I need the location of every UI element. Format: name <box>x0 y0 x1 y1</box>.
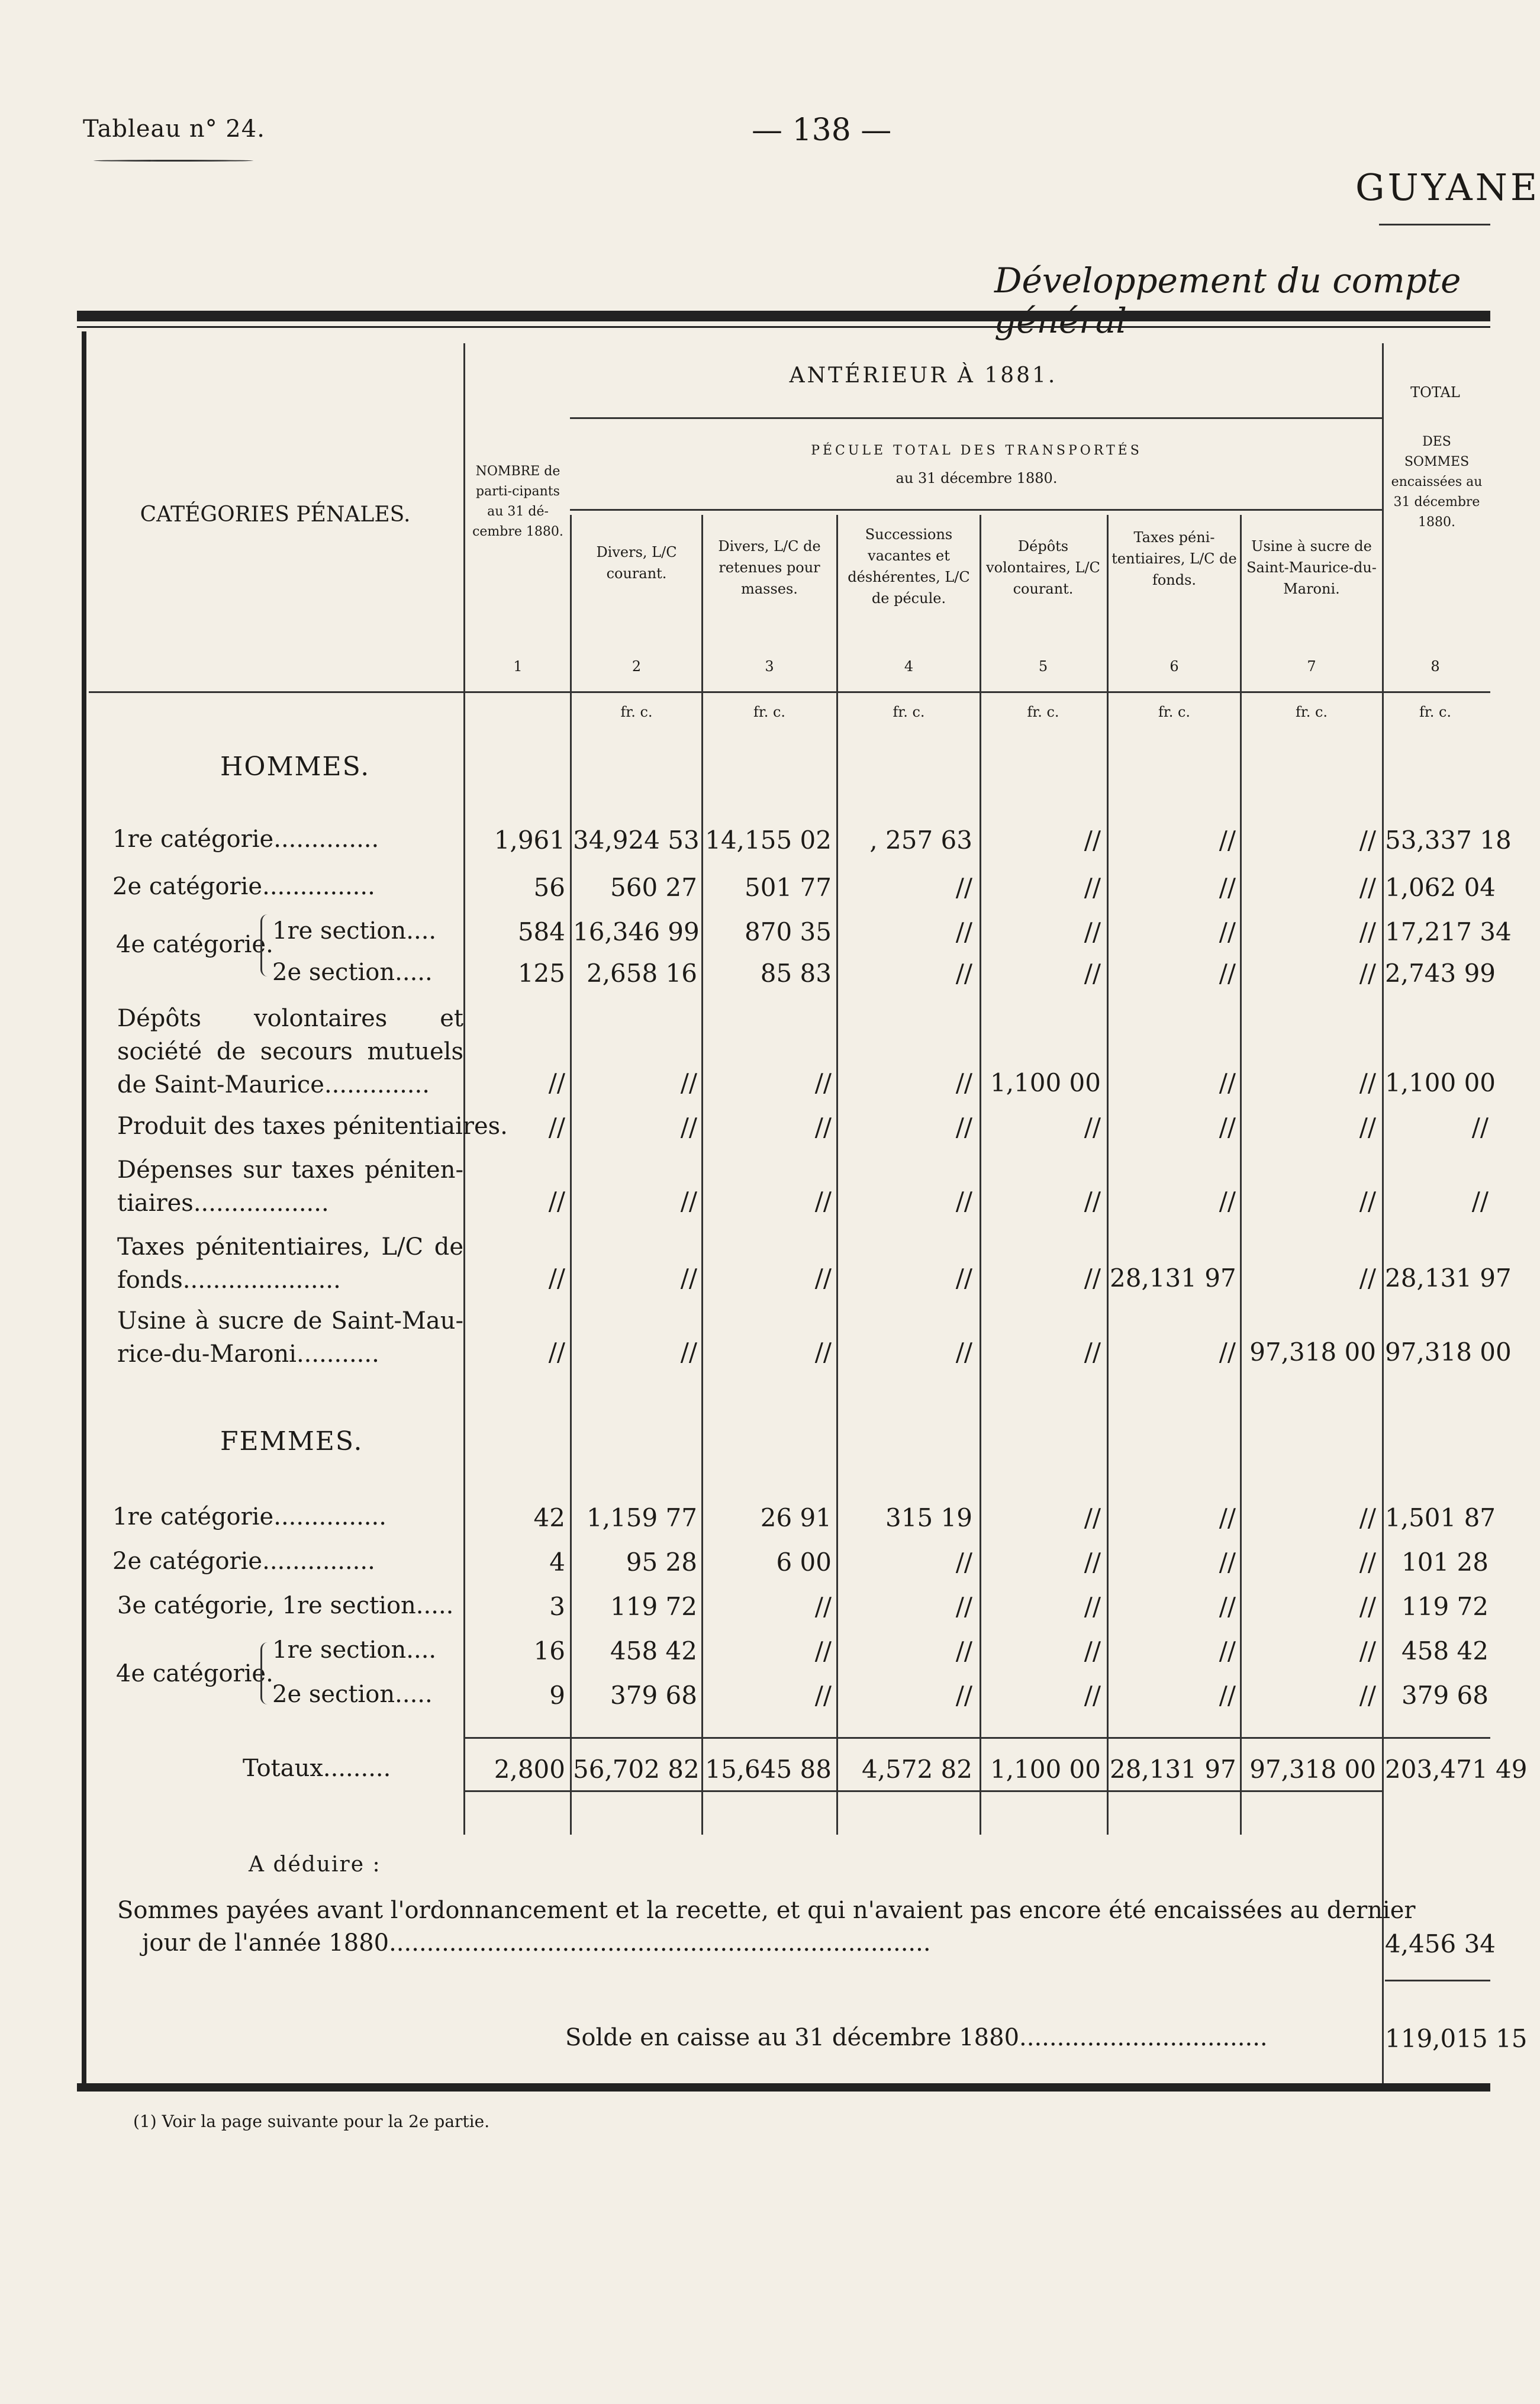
table-cell: 458 42 <box>610 1636 697 1665</box>
totals-label: Totaux......... <box>243 1755 391 1782</box>
row-label: 1re section.... <box>272 1636 437 1664</box>
table-cell: 16 <box>533 1636 565 1665</box>
row-label: Usine à sucre de Saint-Mau-rice-du-Maroni........... <box>117 1307 463 1368</box>
table-cell: // <box>1359 1187 1376 1216</box>
colony-title: GUYANE <box>1355 166 1540 209</box>
table-cell: // <box>1084 1681 1101 1710</box>
table-cell: 4 <box>549 1548 565 1577</box>
deduction-rule <box>1385 1980 1490 1981</box>
col-number: 2 <box>632 658 642 675</box>
table-cell: // <box>680 1338 697 1367</box>
table-left-border <box>82 331 86 2089</box>
table-cell: 119 72 <box>610 1592 697 1621</box>
unit-label: fr. c. <box>620 704 653 720</box>
table-cell: 2,743 99 <box>1385 959 1496 988</box>
table-cell: 14,155 02 <box>705 826 832 855</box>
table-cell: 379 68 <box>1402 1681 1489 1710</box>
solde-label: Solde en caisse au 31 décembre 1880................................. <box>565 2024 1268 2051</box>
table-top-border-thin <box>77 326 1490 328</box>
table-cell: // <box>955 1264 972 1293</box>
table-cell: 6 00 <box>776 1548 832 1577</box>
table-cell: 101 28 <box>1402 1548 1489 1577</box>
header-rule <box>570 417 1382 419</box>
row-label: Produit des taxes pénitentiaires. <box>117 1113 508 1140</box>
totals-cell: 28,131 97 <box>1110 1755 1236 1784</box>
decorative-rule <box>94 160 253 162</box>
table-cell: 1,159 77 <box>586 1503 697 1532</box>
table-cell: 315 19 <box>885 1503 972 1532</box>
table-top-border <box>77 311 1490 321</box>
table-cell: // <box>955 1548 972 1577</box>
table-cell: // <box>955 1113 972 1142</box>
totals-cell: 2,800 <box>494 1755 565 1784</box>
section-femmes: FEMMES. <box>220 1426 363 1456</box>
table-cell: // <box>548 1113 565 1142</box>
table-cell: // <box>548 1187 565 1216</box>
section-hommes: HOMMES. <box>220 752 370 782</box>
table-cell: 9 <box>549 1681 565 1710</box>
header-total: TOTAL <box>1410 384 1460 401</box>
table-cell: 870 35 <box>745 917 832 946</box>
table-cell: // <box>1084 959 1101 988</box>
table-cell: // <box>955 917 972 946</box>
table-cell: 119 72 <box>1402 1592 1489 1621</box>
table-cell: // <box>1359 959 1376 988</box>
unit-label: fr. c. <box>1419 704 1452 720</box>
totals-cell: 1,100 00 <box>990 1755 1101 1784</box>
table-cell: // <box>1359 1068 1376 1097</box>
table-cell: // <box>1084 1592 1101 1621</box>
table-cell: // <box>814 1068 832 1097</box>
table-cell: // <box>1219 1503 1236 1532</box>
table-cell: // <box>814 1187 832 1216</box>
table-bottom-border <box>77 2083 1490 2092</box>
totals-cell: 203,471 49 <box>1385 1755 1528 1784</box>
table-cell: // <box>1359 1592 1376 1621</box>
table-cell: 97,318 00 <box>1385 1338 1512 1367</box>
table-cell: // <box>1359 1548 1376 1577</box>
table-cell: // <box>680 1068 697 1097</box>
col-divider <box>1240 515 1242 1835</box>
row-label: 2e section..... <box>272 1681 433 1708</box>
table-cell: 53,337 18 <box>1385 826 1512 855</box>
table-cell: // <box>814 1113 832 1142</box>
table-cell: // <box>814 1338 832 1367</box>
table-cell: // <box>1219 1592 1236 1621</box>
col-number: 3 <box>765 658 774 675</box>
table-cell: 3 <box>549 1592 565 1621</box>
table-cell: // <box>1084 826 1101 855</box>
table-cell: 501 77 <box>745 873 832 902</box>
header-categories: CATÉGORIES PÉNALES. <box>140 502 411 527</box>
table-cell: 125 <box>517 959 565 988</box>
table-cell: 42 <box>533 1503 565 1532</box>
table-cell: // <box>1471 1187 1489 1216</box>
table-cell: // <box>1359 826 1376 855</box>
deduire-value: 4,456 34 <box>1385 1929 1496 1958</box>
unit-label: fr. c. <box>1295 704 1328 720</box>
deduire-text-line1: Sommes payées avant l'ordonnancement et la recette, et qui n'avaient pas encore été encaissées au dernier <box>117 1897 1416 1924</box>
header-col2: Divers, L/C courant. <box>596 544 677 582</box>
table-cell: // <box>1219 826 1236 855</box>
header-col4: Successions vacantes et déshérentes, L/C de pécule. <box>848 526 970 607</box>
table-cell: // <box>548 1068 565 1097</box>
col-divider <box>570 515 572 1835</box>
table-cell: // <box>1471 1113 1489 1142</box>
table-cell: 16,346 99 <box>573 917 700 946</box>
cat4-label-hommes: 4e catégorie. <box>116 931 273 958</box>
header-anterieur: ANTÉRIEUR À 1881. <box>789 363 1058 388</box>
row-label: 2e catégorie............... <box>112 1548 375 1575</box>
header-col6: Taxes péni-tentiaires, L/C de fonds. <box>1111 529 1237 588</box>
table-cell: // <box>1359 1503 1376 1532</box>
table-cell: // <box>1219 1681 1236 1710</box>
deduire-text-line2: jour de l'année 1880........................................................................ <box>142 1929 931 1957</box>
totals-rule <box>463 1737 1490 1739</box>
table-cell: 1,961 <box>494 826 565 855</box>
row-label: 2e section..... <box>272 959 433 986</box>
table-cell: // <box>1219 1338 1236 1367</box>
header-col1: NOMBRE de parti-cipants au 31 dé-cembre 1880. <box>472 464 563 539</box>
table-cell: // <box>1359 1681 1376 1710</box>
totals-cell: 97,318 00 <box>1249 1755 1376 1784</box>
unit-label: fr. c. <box>893 704 925 720</box>
row-label: 1re section.... <box>272 917 437 945</box>
page-number: — 138 — <box>752 112 892 148</box>
totals-cell: 15,645 88 <box>705 1755 832 1784</box>
table-cell: // <box>548 1264 565 1293</box>
row-label: 1re catégorie............... <box>112 1503 386 1530</box>
table-cell: 95 28 <box>626 1548 697 1577</box>
footnote: (1) Voir la page suivante pour la 2e partie. <box>133 2112 490 2131</box>
header-pecule-date: au 31 décembre 1880. <box>895 470 1058 486</box>
row-label: 2e catégorie............... <box>112 873 375 900</box>
table-cell: // <box>1219 1113 1236 1142</box>
table-cell: // <box>1084 1338 1101 1367</box>
table-cell: // <box>814 1681 832 1710</box>
cat4-label-femmes: 4e catégorie. <box>116 1660 273 1687</box>
table-cell: // <box>1359 1636 1376 1665</box>
table-cell: 85 83 <box>760 959 832 988</box>
table-cell: , 257 63 <box>869 826 972 855</box>
totals-cell: 56,702 82 <box>573 1755 700 1784</box>
row-label: Dépenses sur taxes péniten-tiaires.................. <box>117 1156 463 1217</box>
table-cell: 26 91 <box>760 1503 832 1532</box>
table-cell: 34,924 53 <box>573 826 700 855</box>
table-cell: 584 <box>517 917 565 946</box>
table-cell: // <box>1084 1636 1101 1665</box>
table-cell: 28,131 97 <box>1385 1264 1512 1293</box>
table-cell: // <box>1084 1264 1101 1293</box>
row-label: 1re catégorie.............. <box>112 826 379 853</box>
table-cell: // <box>1084 873 1101 902</box>
table-cell: // <box>680 1264 697 1293</box>
table-cell: // <box>1359 873 1376 902</box>
col-divider <box>980 515 981 1835</box>
table-cell: // <box>1084 917 1101 946</box>
brace-icon <box>260 1642 269 1704</box>
header-total-sub: DES SOMMES encaissées au 31 décembre 1880. <box>1391 434 1483 530</box>
table-cell: 379 68 <box>610 1681 697 1710</box>
unit-label: fr. c. <box>753 704 786 720</box>
table-cell: // <box>1219 959 1236 988</box>
table-cell: // <box>548 1338 565 1367</box>
table-cell: // <box>814 1264 832 1293</box>
table-cell: // <box>1219 1068 1236 1097</box>
table-cell: // <box>955 1592 972 1621</box>
col-number: 7 <box>1307 658 1316 675</box>
deduire-title: A déduire : <box>249 1852 381 1877</box>
header-col7: Usine à sucre de Saint-Maurice-du-Maroni. <box>1246 538 1377 597</box>
table-cell: 2,658 16 <box>586 959 697 988</box>
col-divider <box>836 515 838 1835</box>
row-label: Taxes pénitentiaires, L/C de fonds..................... <box>117 1233 463 1294</box>
totals-bottom-rule <box>463 1790 1382 1792</box>
unit-label: fr. c. <box>1158 704 1191 720</box>
title-rule <box>1379 224 1490 225</box>
table-cell: // <box>1359 1264 1376 1293</box>
header-bottom-rule <box>89 691 1490 693</box>
col-number: 1 <box>513 658 523 675</box>
table-cell: // <box>1084 1548 1101 1577</box>
table-cell: // <box>955 1681 972 1710</box>
col-number: 5 <box>1038 658 1048 675</box>
table-cell: 1,100 00 <box>990 1068 1101 1097</box>
table-cell: // <box>1219 1187 1236 1216</box>
col-divider <box>1107 515 1109 1835</box>
table-cell: 560 27 <box>610 873 697 902</box>
table-cell: // <box>1084 1113 1101 1142</box>
header-rule <box>570 509 1382 511</box>
unit-label: fr. c. <box>1027 704 1059 720</box>
table-cell: // <box>955 873 972 902</box>
col-number: 8 <box>1431 658 1440 675</box>
table-cell: // <box>814 1592 832 1621</box>
header-pecule: PÉCULE TOTAL DES TRANSPORTÉS <box>811 443 1142 458</box>
page-subtitle: Développement du compte <box>994 260 1461 301</box>
table-cell: 56 <box>533 873 565 902</box>
table-cell: // <box>955 1068 972 1097</box>
table-cell: // <box>1084 1187 1101 1216</box>
table-cell: 1,501 87 <box>1385 1503 1496 1532</box>
col-divider <box>1382 343 1384 2083</box>
table-cell: 458 42 <box>1402 1636 1489 1665</box>
table-cell: 97,318 00 <box>1249 1338 1376 1367</box>
col-divider <box>701 515 703 1835</box>
table-cell: // <box>680 1187 697 1216</box>
header-col5: Dépôts volontaires, L/C courant. <box>986 538 1100 597</box>
table-cell: 1,062 04 <box>1385 873 1496 902</box>
table-cell: // <box>955 1636 972 1665</box>
table-cell: // <box>1219 1548 1236 1577</box>
col-divider <box>463 343 465 1835</box>
table-cell: // <box>680 1113 697 1142</box>
col-number: 6 <box>1170 658 1179 675</box>
table-reference: Tableau n° 24. <box>83 115 265 143</box>
table-cell: // <box>1359 917 1376 946</box>
table-cell: // <box>955 1338 972 1367</box>
table-cell: // <box>1359 1113 1376 1142</box>
table-cell: // <box>814 1636 832 1665</box>
brace-icon <box>260 914 269 977</box>
table-cell: // <box>955 1187 972 1216</box>
table-cell: 17,217 34 <box>1385 917 1512 946</box>
table-cell: // <box>1219 917 1236 946</box>
header-col3: Divers, L/C de retenues pour masses. <box>718 538 821 597</box>
col-number: 4 <box>904 658 914 675</box>
row-label: 3e catégorie, 1re section..... <box>117 1592 454 1619</box>
table-cell: 28,131 97 <box>1110 1264 1236 1293</box>
table-cell: // <box>1219 1636 1236 1665</box>
totals-cell: 4,572 82 <box>861 1755 972 1784</box>
row-label: Dépôts volontaires et société de secours mutuels de Saint-Maurice.............. <box>117 1005 463 1098</box>
table-cell: 1,100 00 <box>1385 1068 1496 1097</box>
table-cell: // <box>955 959 972 988</box>
table-cell: // <box>1219 873 1236 902</box>
solde-value: 119,015 15 <box>1385 2024 1528 2053</box>
table-cell: // <box>1084 1503 1101 1532</box>
